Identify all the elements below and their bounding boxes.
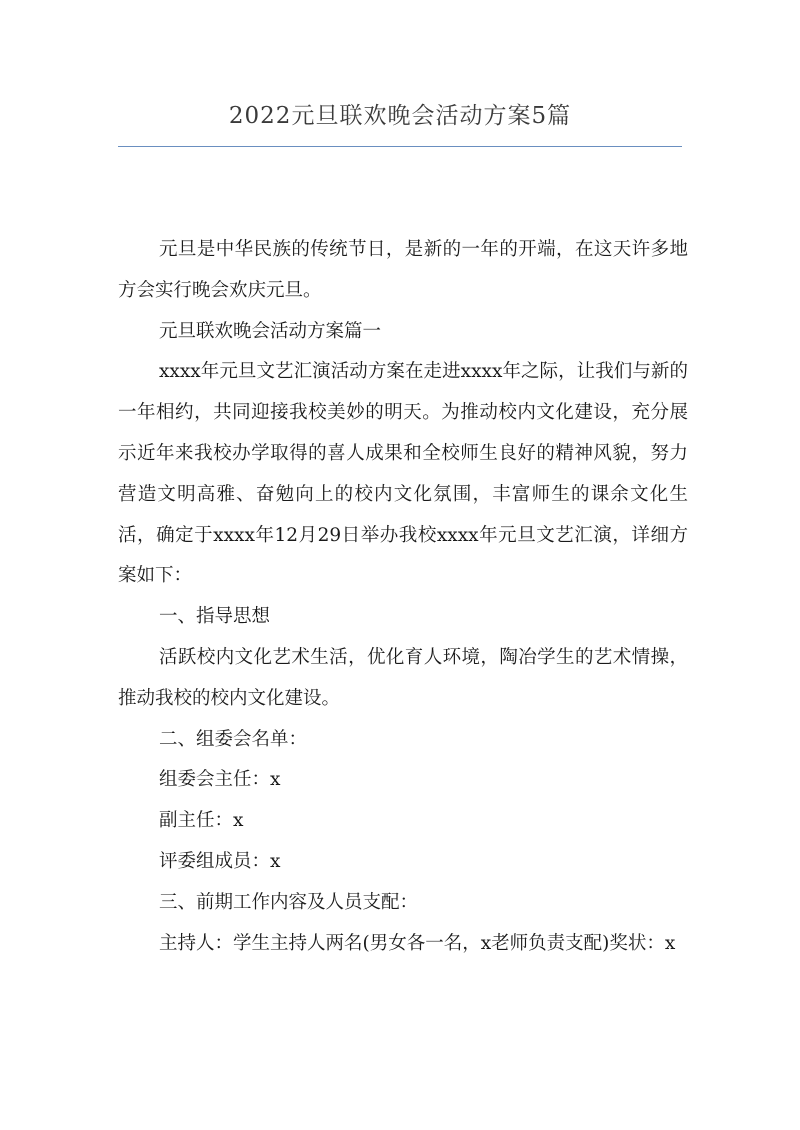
title-divider bbox=[118, 146, 682, 147]
section-heading-plan-one: 元旦联欢晚会活动方案篇一 bbox=[159, 320, 382, 342]
committee-director: 组委会主任：x bbox=[159, 769, 281, 791]
committee-deputy-director: 副主任：x bbox=[159, 810, 244, 832]
host-arrangement-paragraph: 主持人：学生主持人两名(男女各一名，x老师负责支配)奖状：x bbox=[159, 932, 676, 954]
heading-guiding-ideology: 一、指导思想 bbox=[159, 606, 271, 628]
intro-paragraph: 元旦是中华民族的传统节日，是新的一年的开端，在这天许多地方会实行晚会欢庆元旦。 bbox=[118, 239, 688, 301]
committee-judges: 评委组成员：x bbox=[159, 850, 281, 872]
heading-committee-list: 二、组委会名单： bbox=[159, 728, 308, 750]
plan-intro-paragraph: xxxx年元旦文艺汇演活动方案在走进xxxx年之际，让我们与新的一年相约，共同迎接我校美妙的明天。为推动校内文化建设，充分展示近年来我校办学取得的喜人成果和全校师生良好的精神风貌，努力营造文明高雅、奋勉向上的校内文化氛围，丰富师生的课余文化生活，确定于xxxx年12月29日举办我校xxxx年元旦文艺汇演，详细方案如下： bbox=[118, 361, 688, 587]
heading-preparation-work: 三、前期工作内容及人员支配： bbox=[159, 891, 419, 913]
guiding-ideology-paragraph: 活跃校内文化艺术生活，优化育人环境，陶冶学生的艺术情操，推动我校的校内文化建设。 bbox=[118, 646, 688, 709]
document-title: 2022元旦联欢晚会活动方案5篇 bbox=[228, 103, 572, 129]
document-body bbox=[118, 230, 688, 964]
